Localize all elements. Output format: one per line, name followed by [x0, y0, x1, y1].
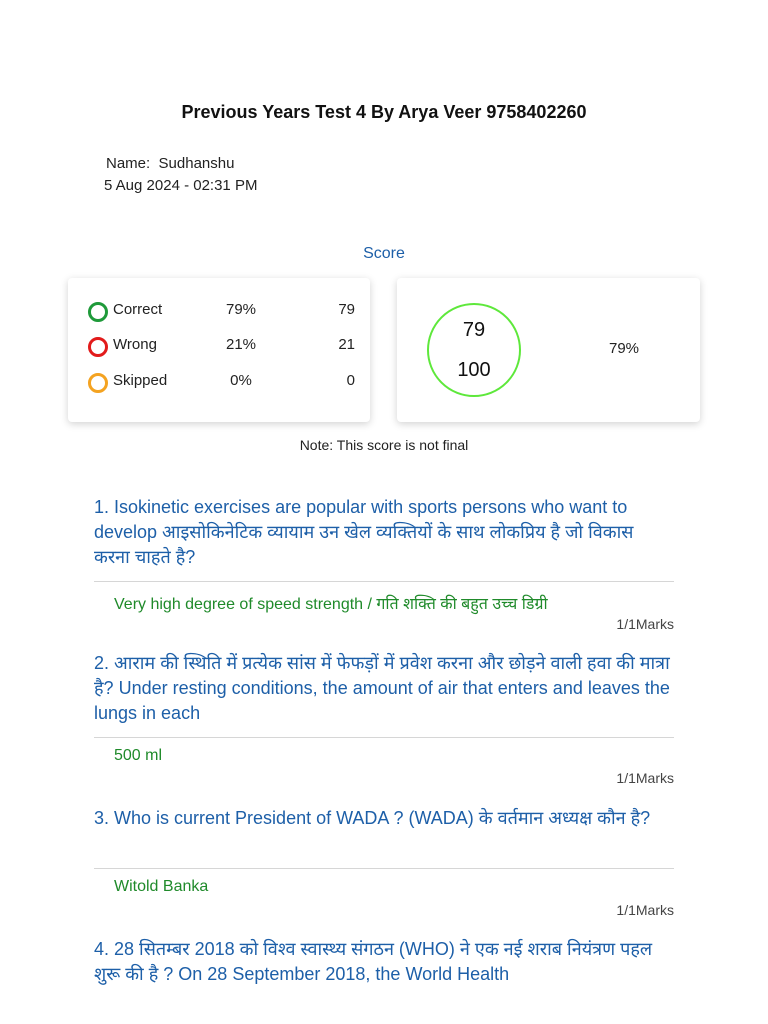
question-text: 2. आराम की स्थिति में प्रत्येक सांस में फेफड़ों में प्रवेश करना और छोड़ने वाली हवा की मात्रा है? Under resting conditions, the amount of air that enters and leaves the lungs in each: [94, 653, 670, 723]
divider: [94, 868, 674, 869]
question-item: [94, 937, 674, 987]
score-note: Note: This score is not final: [299, 437, 469, 453]
name-value: Sudhanshu: [158, 155, 235, 172]
correct-circle-icon: [88, 302, 108, 322]
stat-wrong: [88, 336, 358, 356]
marks-text: 1/1Marks: [616, 902, 674, 918]
score-obtained: 79: [462, 319, 486, 341]
answer-text: Witold Banka: [114, 878, 209, 895]
stat-correct: [88, 301, 358, 321]
skipped-circle-icon: [88, 373, 108, 393]
test-title: Previous Years Test 4 By Arya Veer 9758402260: [181, 102, 587, 122]
score-ring: [427, 303, 521, 397]
question-item: [94, 651, 674, 786]
score-percent: 79%: [609, 340, 640, 357]
question-text: 4. 28 सितम्बर 2018 को विश्व स्वास्थ्य संगठन (WHO) ने एक नई शराब नियंत्रण पहल शुरू की है ? On 28 September 2018, the World Health: [94, 939, 653, 984]
test-date: 5 Aug 2024 - 02:31 PM: [104, 177, 258, 194]
divider: [94, 581, 674, 582]
candidate-info: [106, 153, 257, 197]
stat-count: 79: [338, 301, 355, 318]
wrong-circle-icon: [88, 337, 108, 357]
stat-skipped: [88, 372, 358, 392]
marks-text: 1/1Marks: [616, 770, 674, 786]
score-heading: Score: [363, 245, 405, 262]
stat-label: Wrong: [113, 336, 157, 353]
question-item: [94, 495, 674, 632]
score-breakdown-card: [68, 278, 370, 422]
marks-text: 1/1Marks: [616, 616, 674, 632]
question-item: [94, 806, 674, 918]
stat-percent: 79%: [225, 301, 257, 318]
divider: [94, 737, 674, 738]
question-text: 1. Isokinetic exercises are popular with sports persons who want to develop आइसोकिनेटिक व्यायाम उन खेल व्यक्तियों के साथ लोकप्रिय है जो विकास करना चाहते है?: [94, 497, 634, 567]
score-total-card: [397, 278, 700, 422]
question-text: 3. Who is current President of WADA ? (WADA) के वर्तमान अध्यक्ष कौन है?: [94, 808, 651, 828]
name-label: Name:: [106, 155, 151, 172]
candidate-name: [106, 153, 257, 175]
stat-label: Skipped: [113, 372, 168, 389]
score-total: 100: [457, 359, 491, 381]
stat-percent: 0%: [230, 372, 252, 389]
stat-label: Correct: [113, 301, 163, 318]
answer-text: Very high degree of speed strength / गति शक्ति की बहुत उच्च डिग्री: [114, 596, 548, 613]
stat-count: 21: [338, 336, 355, 353]
answer-text: 500 ml: [114, 747, 163, 764]
stat-count: 0: [346, 372, 355, 389]
stat-percent: 21%: [225, 336, 257, 353]
